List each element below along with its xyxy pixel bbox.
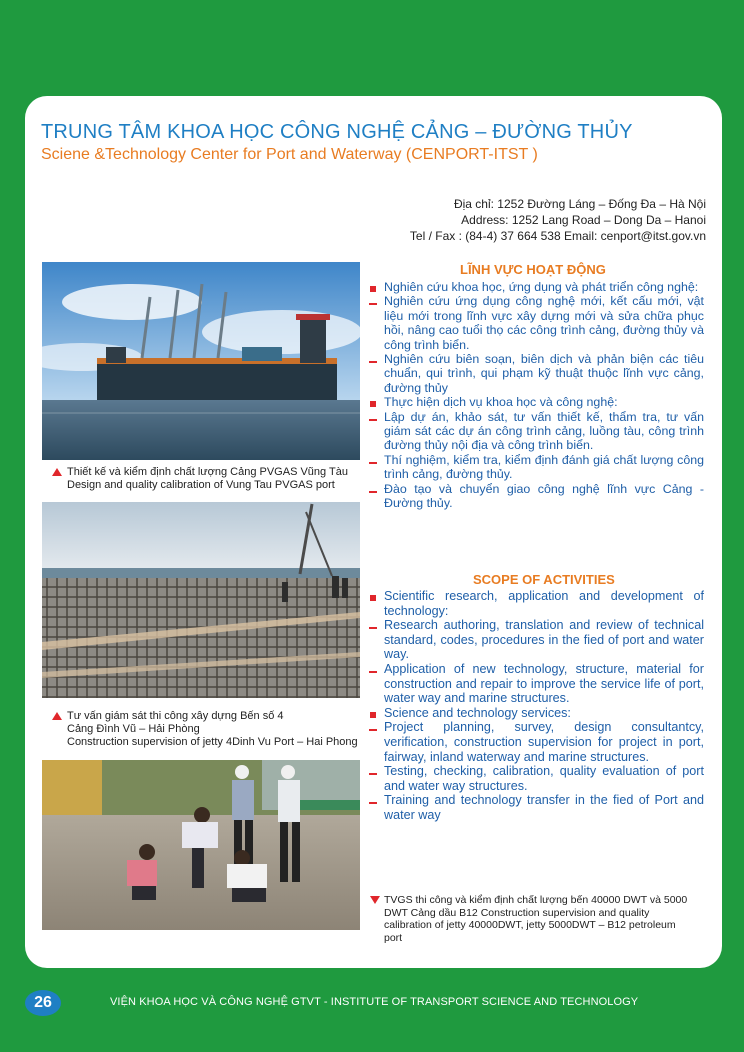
page-number: 26 <box>25 990 61 1016</box>
photo2-caption: Tư vấn giám sát thi công xây dựng Bến số 4 Cảng Đình Vũ – Hải Phòng Construction supervision of jetty 4Dinh Vu Port – Hai Phong <box>52 710 358 749</box>
list-item: Nghiên cứu ứng dụng công nghệ mới, kết cấu mới, vật liệu mới trong lĩnh vực xây dựng mới và sửa chữa phục hồi, nâng cao tuổi thọ các công trình cảng, đường thủy và công trình biển. <box>368 294 704 352</box>
list-item: Research authoring, translation and review of technical standard, codes, procedures in the fied of port and water way. <box>368 618 704 662</box>
list-item: Thí nghiệm, kiểm tra, kiểm định đánh giá chất lượng công trình cảng, đường thủy. <box>368 453 704 482</box>
list-item: Nghiên cứu khoa học, ứng dụng và phát triển công nghệ: <box>368 280 704 294</box>
list-item: Scientific research, application and development of technology: <box>368 589 704 618</box>
square-bullet-icon <box>370 595 376 601</box>
section-title-en: SCOPE OF ACTIVITIES <box>473 572 615 587</box>
list-item: Testing, checking, calibration, quality evaluation of port and water way structures. <box>368 764 704 793</box>
dash-bullet-icon <box>369 671 377 673</box>
list-item: Nghiên cứu biên soạn, biên dịch và phản biện các tiêu chuẩn, qui trình, qui phạm kỹ thuật thuộc lĩnh vực cảng, đường thủy <box>368 352 704 395</box>
photo-pvgas-port <box>42 262 360 460</box>
list-item: Training and technology transfer in the fied of Port and water way <box>368 793 704 822</box>
page-title-en: Sciene &Technology Center for Port and Waterway (CENPORT-ITST ) <box>41 146 538 163</box>
list-item: Application of new technology, structure, material for construction and repair to improve the service life of port, water way and marine structures. <box>368 662 704 706</box>
dash-bullet-icon <box>369 491 377 493</box>
triangle-down-icon <box>370 896 380 904</box>
list-item: Project planning, survey, design consultantcy, verification, construction supervision for project in port, fairway, inland waterway and marine structures. <box>368 720 704 764</box>
activities-list-vi <box>368 280 704 511</box>
triangle-up-icon <box>52 712 62 720</box>
square-bullet-icon <box>370 712 376 718</box>
activities-list-en <box>368 589 704 823</box>
list-item: Lập dự án, khảo sát, tư vấn thiết kế, thẩm tra, tư vấn giám sát các dự án công trình cảng, luồng tàu, công trình đường thủy nội địa và công trình biển. <box>368 410 704 453</box>
address-block <box>286 196 706 244</box>
page-title-vi: TRUNG TÂM KHOA HỌC CÔNG NGHỆ CẢNG – ĐƯỜNG THỦY <box>41 121 633 143</box>
footer-text: VIỆN KHOA HỌC VÀ CÔNG NGHỆ GTVT - INSTITUTE OF TRANSPORT SCIENCE AND TECHNOLOGY <box>110 996 639 1008</box>
contact-info: Tel / Fax : (84-4) 37 664 538 Email: cenport@itst.gov.vn <box>409 229 706 243</box>
triangle-up-icon <box>52 468 62 476</box>
photo3-caption: TVGS thi công và kiểm định chất lượng bến 40000 DWT và 5000 DWT Cảng dầu B12 Construction supervision and quality calibration of jetty 40000DWT, jetty 5000DWT – B12 petroleum port <box>370 894 690 944</box>
square-bullet-icon <box>370 401 376 407</box>
list-item: Đào tạo và chuyển giao công nghệ lĩnh vực Cảng - Đường thủy. <box>368 482 704 511</box>
address-en: Address: 1252 Lang Road – Dong Da – Hanoi <box>461 213 706 227</box>
dash-bullet-icon <box>369 361 377 363</box>
dash-bullet-icon <box>369 419 377 421</box>
dash-bullet-icon <box>369 303 377 305</box>
section-title-vi: LĨNH VỰC HOẠT ĐỘNG <box>460 262 606 277</box>
list-item: Thực hiện dịch vụ khoa học và công nghệ: <box>368 395 704 409</box>
photo-dinh-vu-jetty <box>42 502 360 698</box>
dash-bullet-icon <box>369 462 377 464</box>
address-vi: Địa chỉ: 1252 Đường Láng – Đống Đa – Hà Nội <box>453 197 706 211</box>
dash-bullet-icon <box>369 773 377 775</box>
dash-bullet-icon <box>369 729 377 731</box>
square-bullet-icon <box>370 286 376 292</box>
dash-bullet-icon <box>369 627 377 629</box>
photo-b12-testing <box>42 760 360 930</box>
list-item: Science and technology services: <box>368 706 704 721</box>
dash-bullet-icon <box>369 802 377 804</box>
photo1-caption: Thiết kế và kiểm định chất lượng Cảng PVGAS Vũng Tàu Design and quality calibration of Vung Tau PVGAS port <box>52 466 348 492</box>
